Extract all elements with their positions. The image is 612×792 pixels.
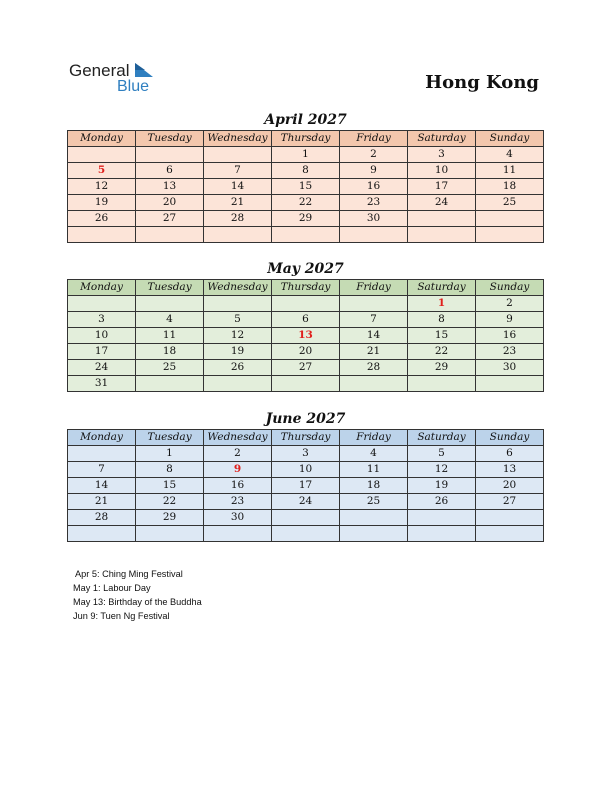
day-cell — [136, 526, 204, 542]
weekday-header: Thursday — [272, 280, 340, 296]
day-cell: 5 — [204, 312, 272, 328]
weekday-header: Monday — [68, 280, 136, 296]
week-row — [68, 179, 544, 195]
day-cell: 12 — [408, 462, 476, 478]
day-cell: 21 — [204, 195, 272, 211]
day-cell: 4 — [340, 446, 408, 462]
day-cell: 3 — [68, 312, 136, 328]
day-cell: 29 — [272, 211, 340, 227]
day-cell — [136, 227, 204, 243]
day-cell: 28 — [68, 510, 136, 526]
day-cell: 11 — [340, 462, 408, 478]
weekday-header: Sunday — [476, 430, 544, 446]
weekday-header: Tuesday — [136, 430, 204, 446]
day-cell — [68, 296, 136, 312]
day-cell: 13 — [476, 462, 544, 478]
month-april — [67, 110, 544, 243]
day-cell: 23 — [204, 494, 272, 510]
day-cell — [340, 227, 408, 243]
holiday-note: Apr 5: Ching Ming Festival — [75, 569, 183, 579]
day-cell: 25 — [476, 195, 544, 211]
week-row — [68, 376, 544, 392]
day-cell — [204, 376, 272, 392]
day-cell: 22 — [136, 494, 204, 510]
day-cell — [204, 526, 272, 542]
day-cell: 25 — [340, 494, 408, 510]
day-cell: 5 — [408, 446, 476, 462]
day-cell — [408, 376, 476, 392]
week-row — [68, 446, 544, 462]
week-row — [68, 526, 544, 542]
day-cell: 13 — [272, 328, 340, 344]
day-cell: 2 — [204, 446, 272, 462]
day-cell: 30 — [340, 211, 408, 227]
day-cell: 1 — [136, 446, 204, 462]
day-cell: 22 — [408, 344, 476, 360]
week-row — [68, 312, 544, 328]
day-cell — [68, 227, 136, 243]
day-cell: 1 — [408, 296, 476, 312]
day-cell — [68, 446, 136, 462]
day-cell: 27 — [272, 360, 340, 376]
weekday-header-row — [68, 280, 544, 296]
weekday-header: Sunday — [476, 280, 544, 296]
day-cell: 18 — [476, 179, 544, 195]
day-cell — [476, 211, 544, 227]
day-cell — [272, 510, 340, 526]
day-cell: 12 — [68, 179, 136, 195]
day-cell: 14 — [204, 179, 272, 195]
day-cell — [272, 227, 340, 243]
logo-text-general: General — [69, 61, 130, 80]
day-cell — [136, 147, 204, 163]
day-cell: 30 — [204, 510, 272, 526]
weekday-header-row — [68, 430, 544, 446]
month-title: June 2027 — [265, 411, 346, 427]
day-cell: 21 — [68, 494, 136, 510]
day-cell: 11 — [136, 328, 204, 344]
day-cell: 10 — [408, 163, 476, 179]
week-row — [68, 494, 544, 510]
day-cell: 18 — [340, 478, 408, 494]
country-title: Hong Kong — [425, 72, 539, 93]
holiday-note: May 13: Birthday of the Buddha — [73, 597, 202, 607]
day-cell — [476, 376, 544, 392]
weekday-header: Friday — [340, 430, 408, 446]
day-cell: 3 — [272, 446, 340, 462]
day-cell: 7 — [68, 462, 136, 478]
day-cell: 26 — [408, 494, 476, 510]
day-cell: 27 — [136, 211, 204, 227]
weekday-header: Tuesday — [136, 131, 204, 147]
day-cell: 20 — [272, 344, 340, 360]
week-row — [68, 360, 544, 376]
day-cell: 17 — [68, 344, 136, 360]
day-cell — [476, 510, 544, 526]
day-cell: 27 — [476, 494, 544, 510]
day-cell: 7 — [340, 312, 408, 328]
day-cell: 6 — [476, 446, 544, 462]
day-cell — [408, 227, 476, 243]
day-cell: 4 — [136, 312, 204, 328]
day-cell: 13 — [136, 179, 204, 195]
day-cell — [272, 376, 340, 392]
weekday-header-row — [68, 131, 544, 147]
weekday-header: Thursday — [272, 430, 340, 446]
day-cell: 16 — [476, 328, 544, 344]
month-may — [67, 259, 544, 392]
weekday-header: Sunday — [476, 131, 544, 147]
day-cell — [136, 296, 204, 312]
day-cell: 1 — [272, 147, 340, 163]
calendar-table — [67, 429, 544, 542]
day-cell: 6 — [272, 312, 340, 328]
day-cell: 2 — [476, 296, 544, 312]
week-row — [68, 163, 544, 179]
day-cell — [408, 526, 476, 542]
day-cell: 16 — [204, 478, 272, 494]
day-cell: 15 — [408, 328, 476, 344]
day-cell — [340, 526, 408, 542]
week-row — [68, 328, 544, 344]
week-row — [68, 462, 544, 478]
day-cell: 15 — [136, 478, 204, 494]
day-cell — [476, 227, 544, 243]
day-cell: 6 — [136, 163, 204, 179]
day-cell: 18 — [136, 344, 204, 360]
week-row — [68, 510, 544, 526]
day-cell: 28 — [204, 211, 272, 227]
day-cell: 14 — [340, 328, 408, 344]
day-cell: 30 — [476, 360, 544, 376]
day-cell: 5 — [68, 163, 136, 179]
day-cell: 20 — [136, 195, 204, 211]
day-cell: 23 — [476, 344, 544, 360]
week-row — [68, 147, 544, 163]
day-cell: 15 — [272, 179, 340, 195]
day-cell: 25 — [136, 360, 204, 376]
weekday-header: Saturday — [408, 280, 476, 296]
day-cell: 26 — [204, 360, 272, 376]
day-cell: 2 — [340, 147, 408, 163]
weekday-header: Tuesday — [136, 280, 204, 296]
day-cell — [340, 376, 408, 392]
day-cell: 24 — [408, 195, 476, 211]
day-cell: 24 — [272, 494, 340, 510]
day-cell: 24 — [68, 360, 136, 376]
day-cell: 19 — [408, 478, 476, 494]
day-cell: 21 — [340, 344, 408, 360]
day-cell: 19 — [68, 195, 136, 211]
day-cell: 12 — [204, 328, 272, 344]
weekday-header: Saturday — [408, 131, 476, 147]
week-row — [68, 227, 544, 243]
day-cell: 11 — [476, 163, 544, 179]
day-cell: 10 — [68, 328, 136, 344]
week-row — [68, 296, 544, 312]
day-cell: 16 — [340, 179, 408, 195]
day-cell — [408, 510, 476, 526]
week-row — [68, 195, 544, 211]
day-cell — [68, 147, 136, 163]
day-cell: 8 — [272, 163, 340, 179]
day-cell: 9 — [204, 462, 272, 478]
calendar-table — [67, 130, 544, 243]
day-cell: 29 — [136, 510, 204, 526]
day-cell — [476, 526, 544, 542]
day-cell — [340, 510, 408, 526]
month-title: May 2027 — [267, 261, 344, 277]
day-cell: 3 — [408, 147, 476, 163]
weekday-header: Friday — [340, 280, 408, 296]
month-june — [67, 409, 544, 542]
day-cell: 8 — [408, 312, 476, 328]
holiday-note: May 1: Labour Day — [73, 583, 151, 593]
day-cell: 31 — [68, 376, 136, 392]
day-cell: 22 — [272, 195, 340, 211]
day-cell: 28 — [340, 360, 408, 376]
day-cell — [408, 211, 476, 227]
weekday-header: Saturday — [408, 430, 476, 446]
week-row — [68, 478, 544, 494]
day-cell: 9 — [340, 163, 408, 179]
day-cell: 26 — [68, 211, 136, 227]
weekday-header: Wednesday — [204, 131, 272, 147]
weekday-header: Monday — [68, 430, 136, 446]
calendar-table — [67, 279, 544, 392]
day-cell — [272, 296, 340, 312]
day-cell: 14 — [68, 478, 136, 494]
week-row — [68, 344, 544, 360]
day-cell: 8 — [136, 462, 204, 478]
generalblue-logo — [69, 60, 169, 96]
day-cell — [204, 147, 272, 163]
day-cell: 10 — [272, 462, 340, 478]
day-cell: 4 — [476, 147, 544, 163]
day-cell: 17 — [272, 478, 340, 494]
week-row — [68, 211, 544, 227]
day-cell: 17 — [408, 179, 476, 195]
logo-flag-icon — [135, 63, 153, 77]
day-cell: 9 — [476, 312, 544, 328]
day-cell — [68, 526, 136, 542]
holiday-notes — [73, 567, 202, 623]
weekday-header: Friday — [340, 131, 408, 147]
day-cell — [204, 296, 272, 312]
day-cell: 19 — [204, 344, 272, 360]
holiday-note: Jun 9: Tuen Ng Festival — [73, 611, 170, 621]
day-cell — [272, 526, 340, 542]
month-title: April 2027 — [264, 112, 347, 128]
weekday-header: Monday — [68, 131, 136, 147]
weekday-header: Wednesday — [204, 280, 272, 296]
day-cell — [340, 296, 408, 312]
weekday-header: Thursday — [272, 131, 340, 147]
day-cell: 29 — [408, 360, 476, 376]
weekday-header: Wednesday — [204, 430, 272, 446]
day-cell: 7 — [204, 163, 272, 179]
day-cell — [136, 376, 204, 392]
logo-text-blue: Blue — [117, 78, 150, 95]
day-cell — [204, 227, 272, 243]
day-cell: 23 — [340, 195, 408, 211]
day-cell: 20 — [476, 478, 544, 494]
